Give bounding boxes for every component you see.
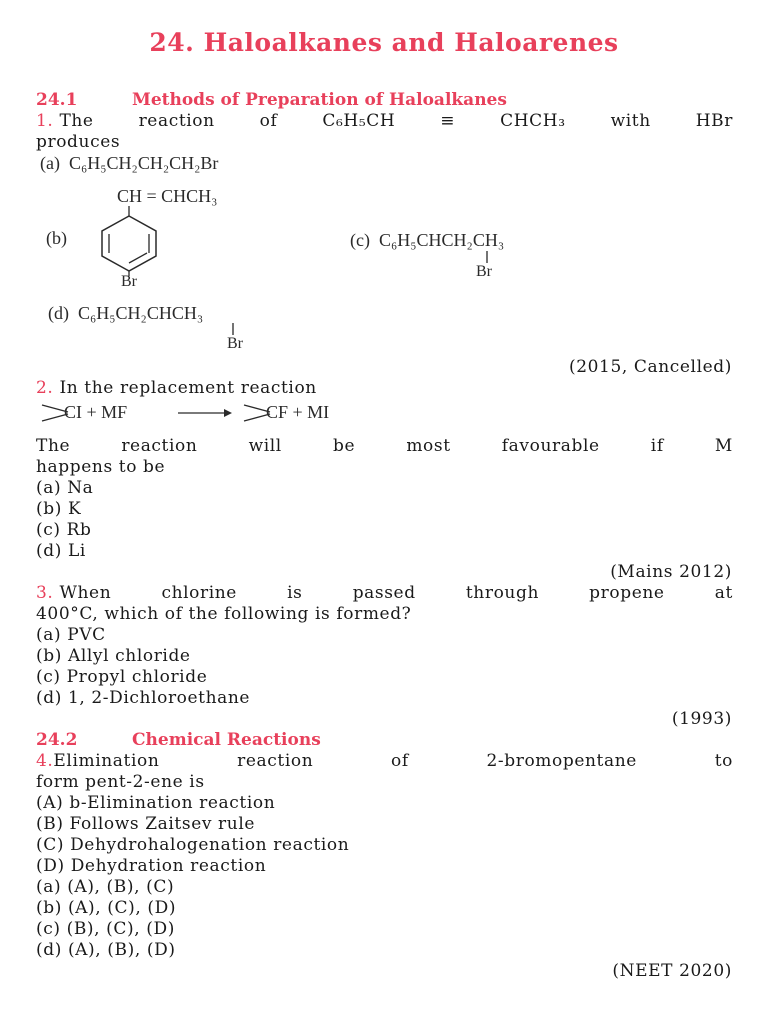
q4-source: (NEET 2020): [612, 961, 732, 981]
q1-source: (2015, Cancelled): [568, 357, 732, 377]
q4-statement-a: (A) b-Elimination reaction: [36, 793, 276, 813]
q3-option-a: (a) PVC: [36, 625, 106, 645]
q3-option-c: (c) Propyl chloride: [36, 667, 208, 687]
q4-line-2: form pent-2-ene is: [36, 772, 205, 792]
section-title: Chemical Reactions: [132, 730, 321, 750]
q4-option-b: (b) (A), (C), (D): [36, 898, 177, 918]
q4-option-d: (d) (A), (B), (D): [36, 940, 176, 960]
q4-option-c: (c) (B), (C), (D): [36, 919, 175, 939]
arrow-right-icon: [178, 406, 228, 420]
q3-source: (1993): [671, 709, 732, 729]
q3-line-2: 400°C, which of the following is formed?: [36, 604, 412, 624]
bond-line-icon: [485, 251, 489, 263]
section-number: 24.1: [36, 90, 78, 110]
q2-line-3: happens to be: [36, 457, 166, 477]
q2-option-b: (b) K: [36, 499, 82, 519]
page-title: 24. Haloalkanes and Haloarenes: [149, 28, 619, 57]
question-number: 1.: [36, 111, 54, 131]
section-heading-1: [36, 90, 507, 110]
q2-option-c: (c) Rb: [36, 520, 92, 540]
question-number: 3.: [36, 583, 54, 603]
q2-option-a: (a) Na: [36, 478, 94, 498]
q1-line-1: 1. The reaction of C₆H₅CH ≡ CHCH₃ with HBr: [36, 111, 733, 131]
q4-statement-c: (C) Dehydrohalogenation reaction: [36, 835, 350, 855]
benzene-ring-icon: [90, 206, 170, 276]
q1-option-b-label: (b): [46, 228, 67, 248]
q1-option-b-substituent: CH = CHCH₃: [117, 186, 218, 206]
q4-option-a: (a) (A), (B), (C): [36, 877, 175, 897]
q2-source: (Mains 2012): [610, 562, 732, 582]
q1-option-a: (a) C₆H₅CH₂CH₂CH₂Br: [40, 153, 219, 173]
section-number: 24.2: [36, 730, 78, 750]
q4-line-1: 4.Elimination reaction of 2-bromopentane to: [36, 751, 733, 771]
q3-option-d: (d) 1, 2-Dichloroethane: [36, 688, 251, 708]
q2-option-d: (d) Li: [36, 541, 86, 561]
q3-line-1: 3. When chlorine is passed through propene at: [36, 583, 733, 603]
q4-statement-b: (B) Follows Zaitsev rule: [36, 814, 256, 834]
q1-option-d-bromine: Br: [227, 335, 243, 352]
question-number: 2.: [36, 378, 54, 398]
q1-option-c-bromine: Br: [476, 263, 492, 280]
q4-statement-d: (D) Dehydration reaction: [36, 856, 267, 876]
question-number: 4.: [36, 751, 54, 771]
q2-line-2: The reaction will be most favourable if M: [36, 436, 733, 456]
q1-option-d: (d) C₆H₅CH₂CHCH₃: [48, 303, 204, 323]
q1-option-b-bromine: Br: [121, 273, 137, 290]
section-heading-2: [36, 730, 321, 750]
bond-line-icon: [231, 323, 235, 335]
q2-line-1: 2. In the replacement reaction: [36, 378, 317, 398]
q2-reaction-lhs: CI + MF: [64, 402, 128, 422]
q2-reaction-rhs: CF + MI: [266, 402, 330, 422]
q3-option-b: (b) Allyl chloride: [36, 646, 191, 666]
q1-option-c: (c) C₆H₅CHCH₂CH₃: [350, 230, 505, 250]
section-title: Methods of Preparation of Haloalkanes: [132, 90, 507, 110]
q1-line-2: produces: [36, 132, 121, 152]
